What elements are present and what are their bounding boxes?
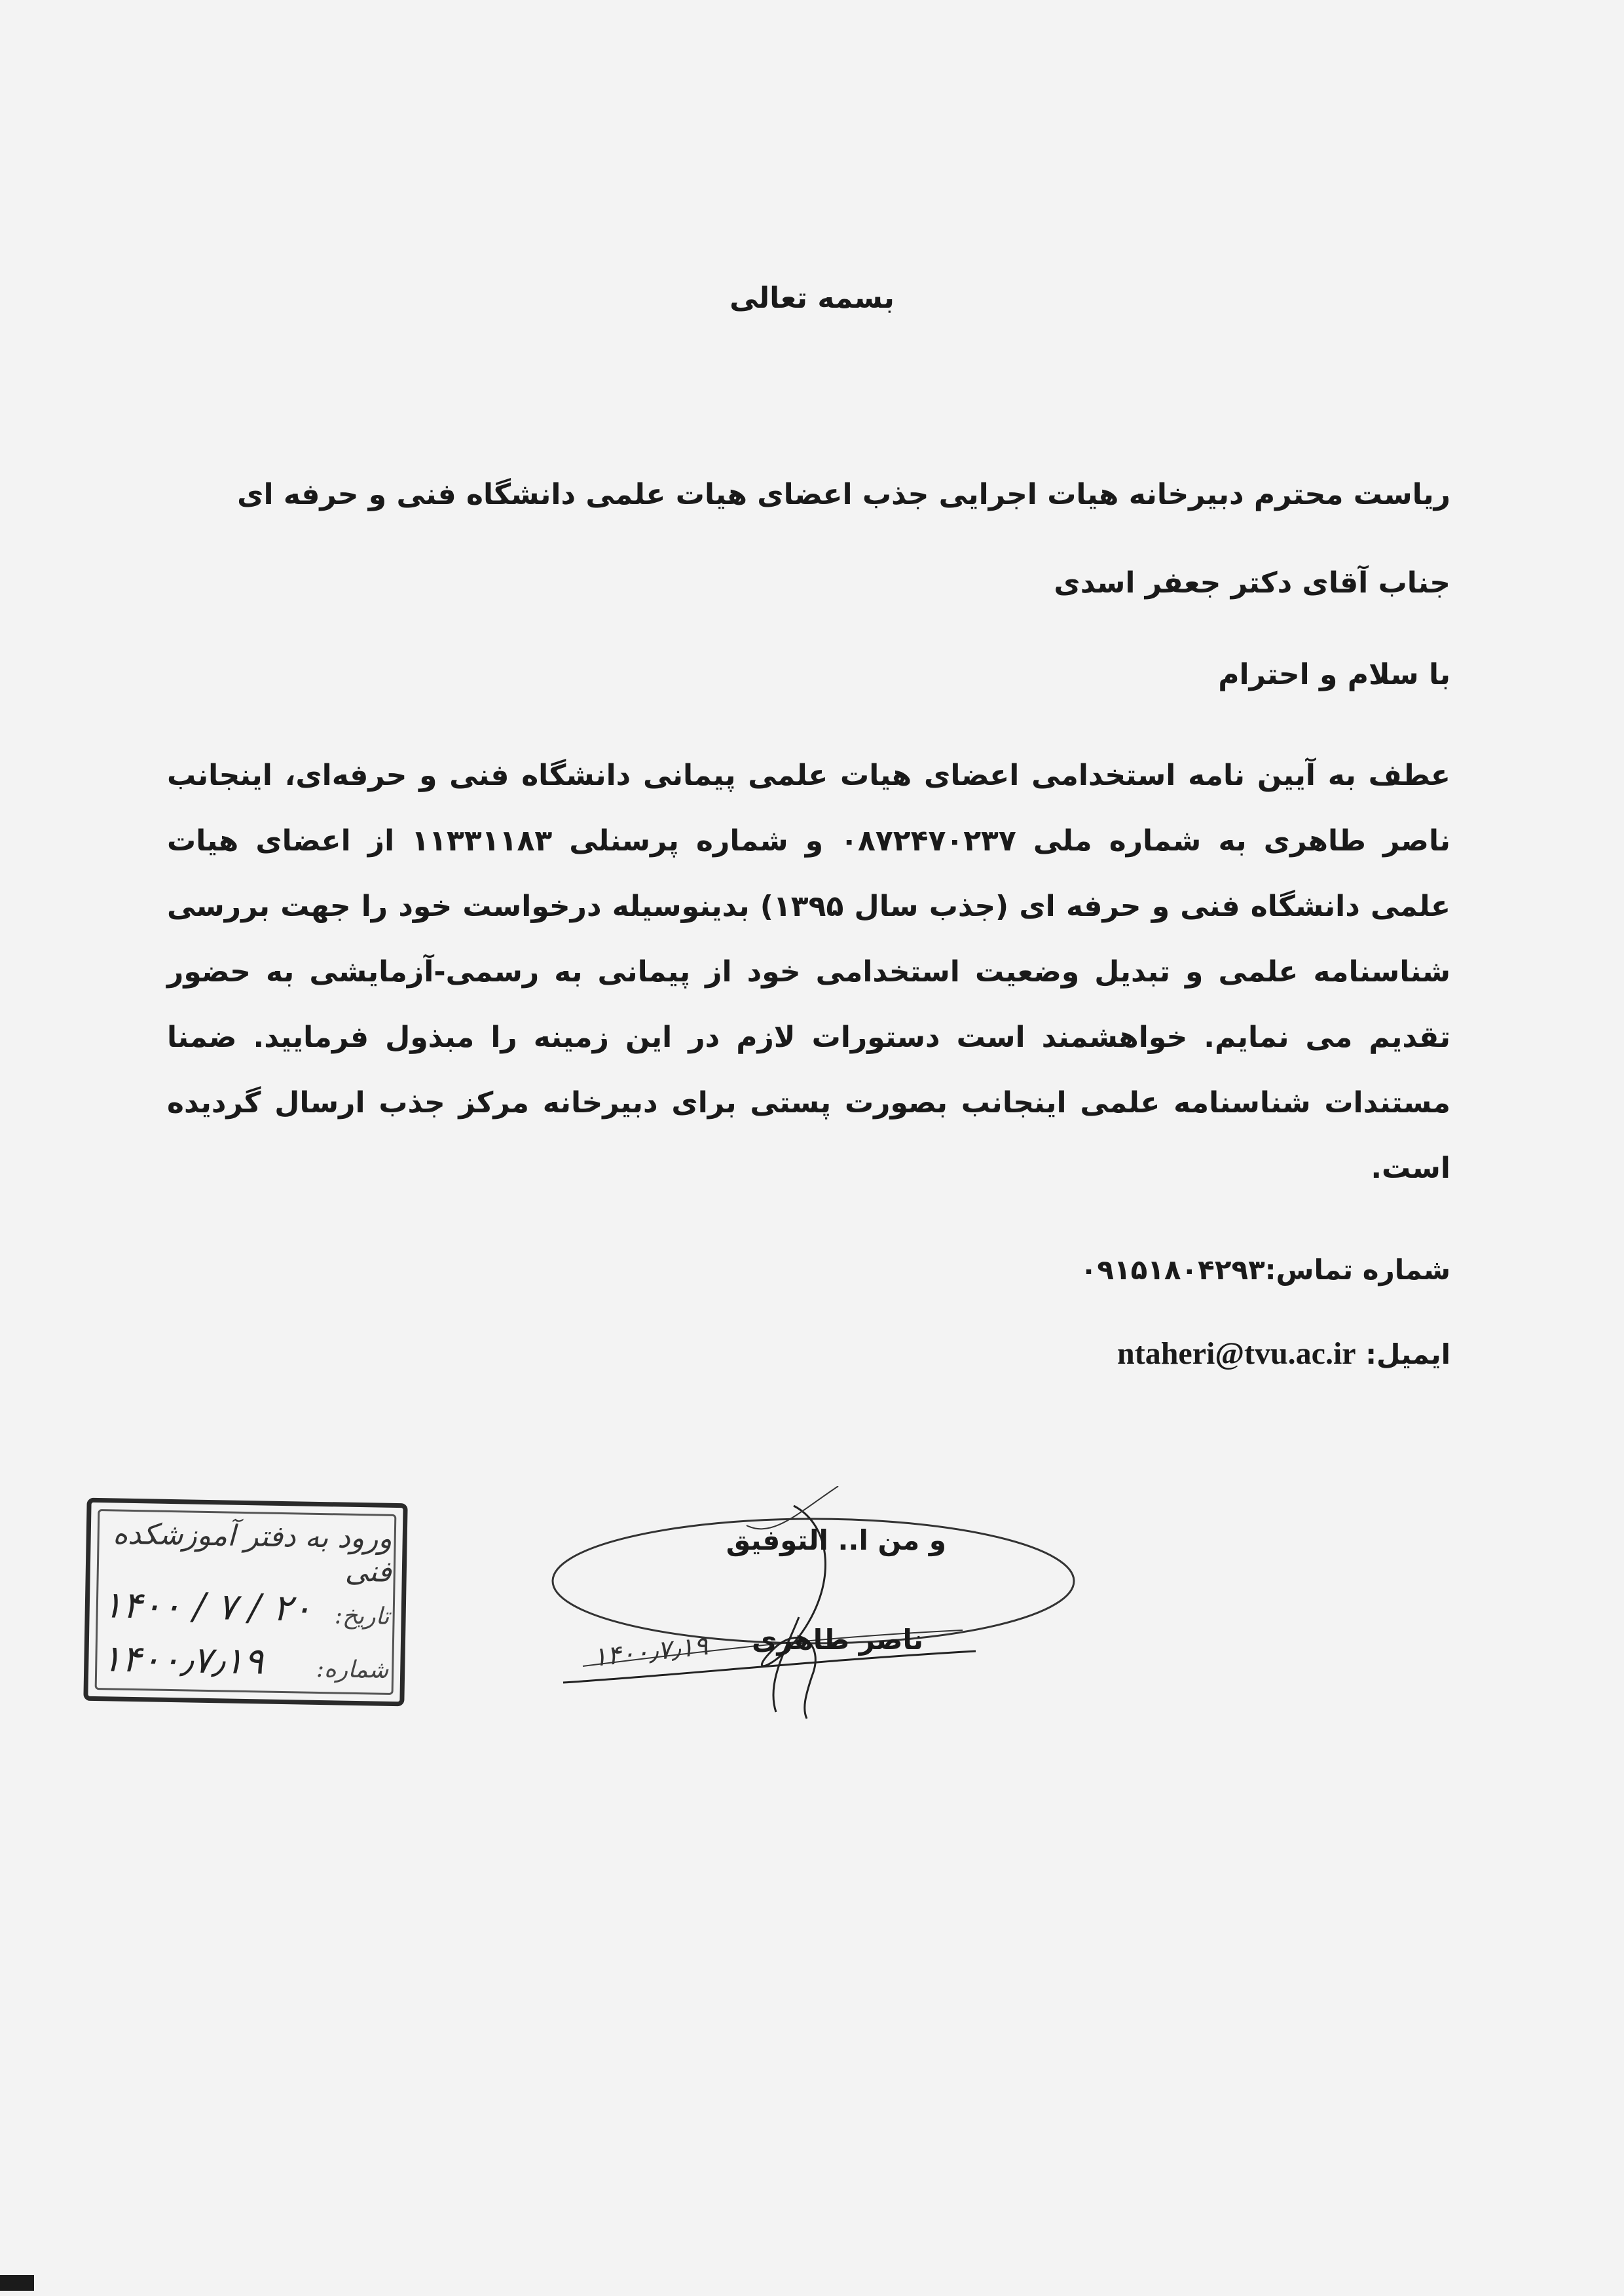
recipient-line-1: ریاست محترم دبیرخانه هیات اجرایی جذب اعضای هیات علمی دانشگاه فنی و حرفه ای — [237, 478, 1450, 511]
phone-value: ۰۹۱۵۱۸۰۴۲۹۳ — [1080, 1254, 1265, 1286]
stamp-date-label: تاریخ: — [334, 1602, 390, 1630]
stamp-number-value: ۱۴۰۰٫۷٫۱۹ — [101, 1637, 264, 1683]
incoming-stamp — [83, 1498, 407, 1707]
recipient-line-2: جناب آقای دکتر جعفر اسدی — [1054, 566, 1450, 600]
letter-body: عطف به آیین نامه استخدامی اعضای هیات علمی پیمانی دانشگاه فنی و حرفه‌ای، اینجانب ناصر طاهری به شماره ملی ۰۸۷۲۴۷۰۲۳۷ و شماره پرسنلی ۱۱۳۳۱۱۸۳ از اعضای هیات علمی دانشگاه فنی و حرفه ای (جذب سال ۱۳۹۵) بدینوسیله درخواست خود را جهت بررسی شناسنامه علمی و تبدیل وضعیت استخدامی خود از پیمانی به رسمی-آزمایشی به حضور تقدیم می نمایم. خواهشمند است دستورات لازم در این زمینه را مبذول فرمایید. ضمنا مستندات شناسنامه علمی اینجانب بصورت پستی برای دبیرخانه مرکز جذب ارسال گردیده است. — [167, 759, 1450, 1185]
stamp-title: ورود به دفتر آموزشکده فنی — [112, 1517, 393, 1589]
contact-phone — [1080, 1254, 1450, 1286]
signer-name: ناصر طاهری — [752, 1624, 923, 1656]
closing-phrase: و من ا.. التوفیق — [726, 1524, 946, 1556]
stamp-date-value: ۱۴۰۰ / ۷ / ۲۰ — [102, 1584, 312, 1630]
contact-email — [1117, 1336, 1450, 1372]
signature-date: ۱۴۰۰٫۷٫۱۹ — [591, 1630, 710, 1673]
email-label: ایمیل: — [1365, 1338, 1450, 1370]
stamp-number-label: شماره: — [316, 1655, 389, 1684]
letter-heading: بسمه تعالی — [729, 282, 895, 315]
email-value: ntaheri@tvu.ac.ir — [1117, 1336, 1356, 1371]
phone-label: شماره تماس: — [1264, 1254, 1450, 1286]
corner-watermark — [0, 2275, 34, 2291]
greeting: با سلام و احترام — [1218, 658, 1450, 691]
signature-drawing — [550, 1486, 1107, 1728]
signature-stroke-c — [747, 1486, 838, 1529]
